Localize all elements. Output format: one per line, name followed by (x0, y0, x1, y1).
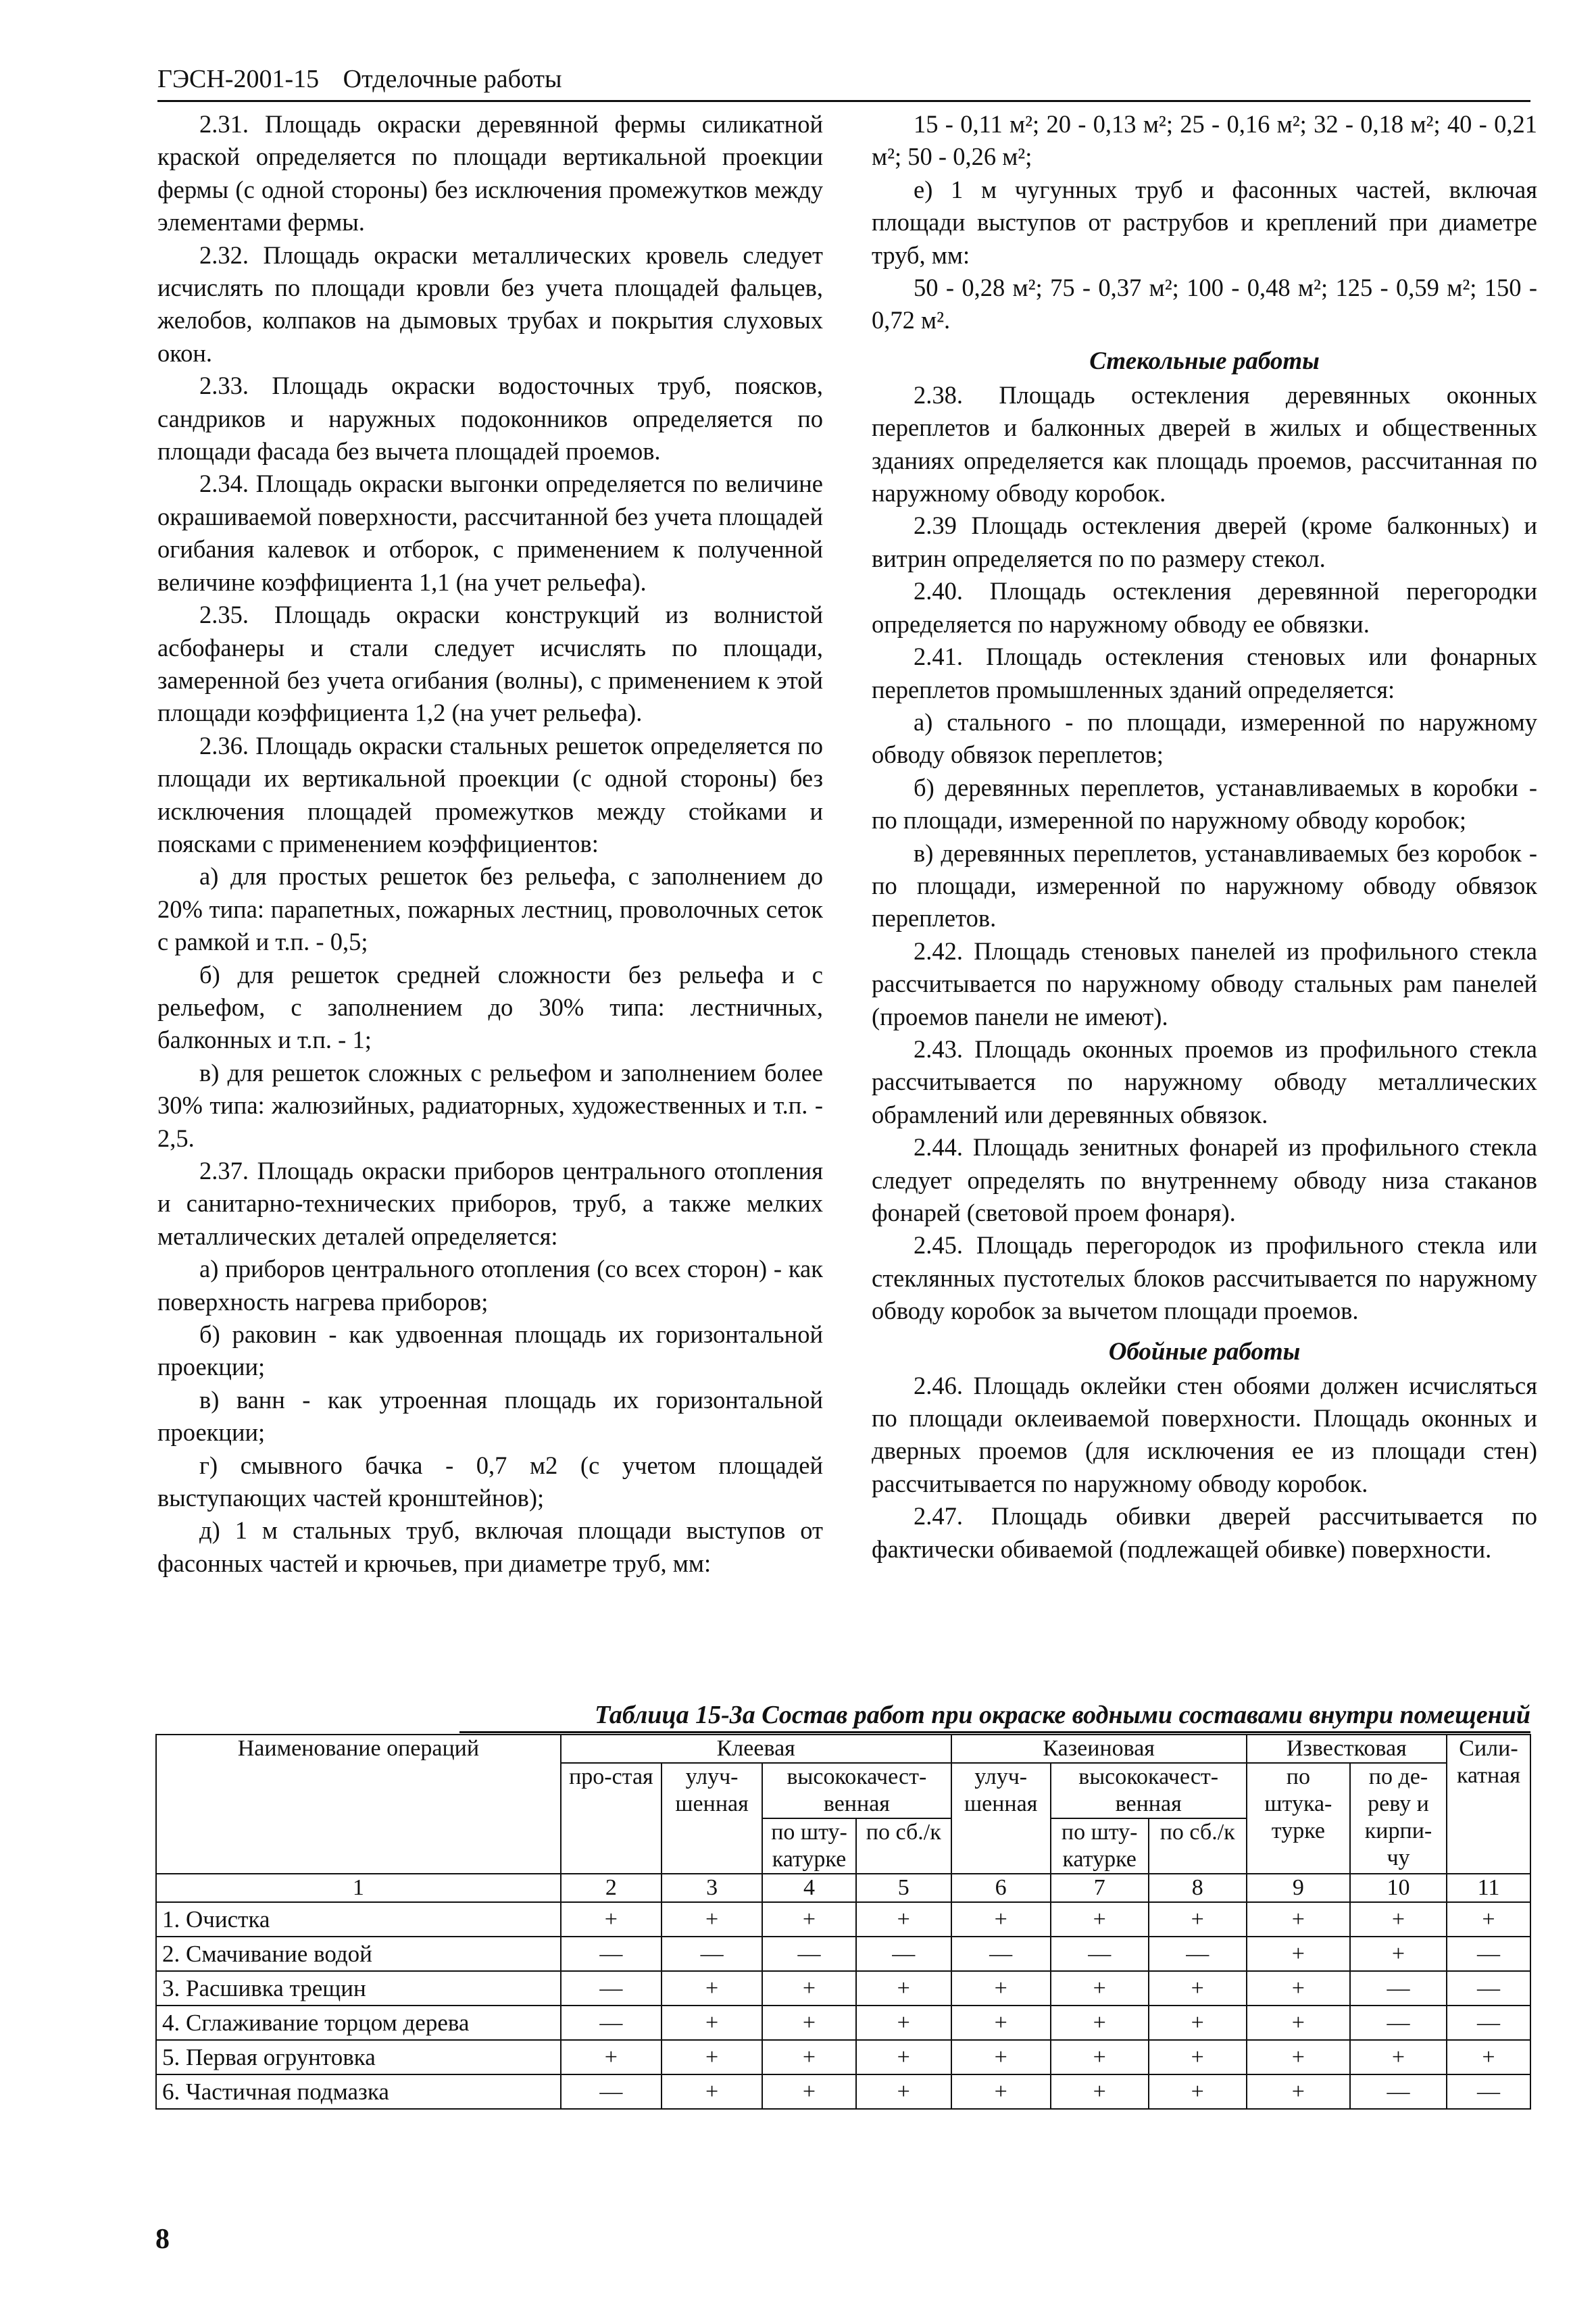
column-number: 1 (156, 1874, 561, 1902)
glass-works-heading: Стекольные работы (1089, 347, 1320, 375)
header-vysoko-klee: высококачест-венная (762, 1763, 951, 1818)
table-cell: + (951, 1971, 1051, 2006)
table-cell: — (1350, 2074, 1447, 2109)
table-cell: + (1350, 2040, 1447, 2074)
left-column (157, 108, 823, 1580)
table-cell: + (561, 2040, 662, 2074)
table-row (156, 2006, 1530, 2040)
table-cell: + (1447, 1902, 1530, 1937)
column-number: 6 (951, 1874, 1051, 1902)
table-cell: + (856, 2074, 951, 2109)
table-cell: + (1149, 1971, 1247, 2006)
column-number: 5 (856, 1874, 951, 1902)
column-number: 2 (561, 1874, 662, 1902)
table-header-row-1 (156, 1735, 1530, 1763)
clause-2-46: 2.46. Площадь оклейки стен обоями должен исчисляться по площади оклеиваемой поверхности. Площадь оконных и дверных проемов (для исключения ее из площади стен) рассчитывается по наружному обводу коробок. (872, 1371, 1537, 1497)
table-cell: — (1447, 2074, 1530, 2109)
header-kazein: Казеиновая (951, 1735, 1247, 1763)
table-cell: + (1051, 1902, 1149, 1937)
table-cell: + (1149, 2040, 1247, 2074)
table-cell: + (561, 1902, 662, 1937)
table-row (156, 1902, 1530, 1937)
clause-2-41-a: а) стального - по площади, измеренной по наружному обводу обвязок переплетов; (872, 707, 1537, 769)
clause-2-36-b: б) для решеток средней сложности без рельефа и с рельефом, с заполнением до 30% типа: лестничных, балконных и т.п. - 1; (157, 960, 823, 1054)
header-uluch-klee: улуч-шенная (662, 1763, 762, 1874)
clause-2-47: 2.47. Площадь обивки дверей рассчитывается по фактически обиваемой (подлежащей обивке) поверхности. (872, 1502, 1537, 1563)
table-cell: + (856, 1971, 951, 2006)
table-cell: + (1247, 2040, 1350, 2074)
right-column (872, 108, 1537, 1566)
table-cell: — (1447, 1937, 1530, 1971)
header-izvest: Известковая (1247, 1735, 1447, 1763)
header-izvest-derevo: по де-реву и кирпи-чу (1350, 1763, 1447, 1874)
table-cell: + (762, 2074, 856, 2109)
table-cell: + (1149, 2074, 1247, 2109)
table-cell: + (951, 1902, 1051, 1937)
operation-name: 5. Первая огрунтовка (156, 2040, 561, 2074)
operation-name: 4. Сглаживание торцом дерева (156, 2006, 561, 2040)
table-cell: — (561, 2006, 662, 2040)
clause-2-31: 2.31. Площадь окраски деревянной фермы силикатной краской определяется по площади вертикальной проекции фермы (с одной стороны) без исключения промежутков между элементами фермы. (157, 110, 823, 237)
column-number: 3 (662, 1874, 762, 1902)
clause-2-44: 2.44. Площадь зенитных фонарей из профильного стекла следует определять по внутреннему обводу низа стаканов фонарей (световой проем фонаря). (872, 1133, 1537, 1226)
header-izvest-shtuk: по штука-турке (1247, 1763, 1350, 1874)
table-cell: — (662, 1937, 762, 1971)
header-klee: Клеевая (561, 1735, 951, 1763)
table-cell: — (1051, 1937, 1149, 1971)
clause-2-37-e: е) 1 м чугунных труб и фасонных частей, включая площади выступов от раструбов и креплений при диаметре труб, мм: (872, 175, 1537, 269)
table-cell: + (762, 1971, 856, 2006)
clause-2-36-v: в) для решеток сложных с рельефом и заполнением более 30% типа: жалюзийных, радиаторных, художественных и т.п. - 2,5. (157, 1058, 823, 1152)
column-number: 8 (1149, 1874, 1247, 1902)
table-cell: + (856, 1902, 951, 1937)
header-prostaya: про-стая (561, 1763, 662, 1874)
clause-2-36: 2.36. Площадь окраски стальных решеток определяется по площади их вертикальной проекции (с одной стороны) без исключения площадей промежутков между стойками и поясками с применением коэффициентов: (157, 731, 823, 857)
clause-2-41-v: в) деревянных переплетов, устанавливаемых без коробок - по площади, измеренной по наружному обводу обвязок переплетов. (872, 839, 1537, 932)
table-cell: — (1447, 1971, 1530, 2006)
clause-2-37: 2.37. Площадь окраски приборов центрального отопления и санитарно-технических приборов, труб, а также мелких металлических деталей определяется: (157, 1157, 823, 1250)
clause-2-42: 2.42. Площадь стеновых панелей из профильного стекла рассчитывается по наружному обводу стальных рам панелей (проемов панели не имеют). (872, 937, 1537, 1030)
column-number: 9 (1247, 1874, 1350, 1902)
header-kazein-sbk: по сб./к (1149, 1818, 1247, 1874)
operation-name: 3. Расшивка трещин (156, 1971, 561, 2006)
table-row (156, 1971, 1530, 2006)
table-cell: — (1350, 1971, 1447, 2006)
clause-2-39: 2.39 Площадь остекления дверей (кроме балконных) и витрин определяется по по размеру стекол. (872, 512, 1537, 572)
table-cell: + (1051, 2006, 1149, 2040)
table-cell: + (1247, 1902, 1350, 1937)
clause-2-43: 2.43. Площадь оконных проемов из профильного стекла рассчитывается по наружному обводу металлических обрамлений или деревянных обвязок. (872, 1035, 1537, 1128)
table-cell: — (561, 2074, 662, 2109)
table-cell: + (762, 2006, 856, 2040)
operation-name: 2. Смачивание водой (156, 1937, 561, 1971)
header-klee-sbk: по сб./к (856, 1818, 951, 1874)
clause-2-37-g: г) смывного бачка - 0,7 м2 (с учетом площадей выступающих частей кронштейнов); (157, 1451, 823, 1512)
table-cell: + (762, 1902, 856, 1937)
clause-2-34: 2.34. Площадь окраски выгонки определяется по величине окрашиваемой поверхности, рассчитанной без учета площадей огибания калевок и отборок, с применением к полученной величине коэффициента 1,1 (на учет рельефа). (157, 470, 823, 596)
table-cell: — (762, 1937, 856, 1971)
table-cell: + (662, 1971, 762, 2006)
cast-iron-pipe-areas: 50 - 0,28 м²; 75 - 0,37 м²; 100 - 0,48 м²; 125 - 0,59 м²; 150 - 0,72 м². (872, 274, 1537, 334)
table-title: Таблица 15-3а Состав работ при окраске водными составами внутри помещений (459, 1699, 1530, 1733)
table-row (156, 2074, 1530, 2109)
table-cell: + (1149, 2006, 1247, 2040)
header-silikat: Сили-катная (1447, 1735, 1530, 1874)
clause-2-38: 2.38. Площадь остекления деревянных оконных переплетов и балконных дверей в жилых и общественных зданиях определяется как площадь проемов, рассчитанная по наружному обводу коробок. (872, 380, 1537, 507)
clause-2-41: 2.41. Площадь остекления стеновых или фонарных переплетов промышленных зданий определяется: (872, 643, 1537, 703)
table-cell: + (951, 2040, 1051, 2074)
column-number: 7 (1051, 1874, 1149, 1902)
header-operation-name: Наименование операций (156, 1735, 561, 1874)
table-cell: — (1447, 2006, 1530, 2040)
page-number: 8 (155, 2224, 170, 2255)
operation-name: 1. Очистка (156, 1902, 561, 1937)
table-cell: — (1350, 2006, 1447, 2040)
table-cell: + (1051, 1971, 1149, 2006)
wallpaper-works-heading: Обойные работы (1108, 1337, 1301, 1366)
column-number: 10 (1350, 1874, 1447, 1902)
column-number: 4 (762, 1874, 856, 1902)
column-number: 11 (1447, 1874, 1530, 1902)
table-cell: + (662, 2040, 762, 2074)
table-cell: — (1149, 1937, 1247, 1971)
table-cell: + (662, 1902, 762, 1937)
table-cell: + (1350, 1902, 1447, 1937)
table-cell: + (1149, 1902, 1247, 1937)
operation-name: 6. Частичная подмазка (156, 2074, 561, 2109)
clause-2-37-d: д) 1 м стальных труб, включая площади выступов от фасонных частей и крючьев, при диаметре труб, мм: (157, 1516, 823, 1577)
clause-2-37-v: в) ванн - как утроенная площадь их горизонтальной проекции; (157, 1385, 823, 1447)
table-cell: + (1447, 2040, 1530, 2074)
column-number-row (156, 1874, 1530, 1902)
table-cell: + (856, 2040, 951, 2074)
table-cell: — (561, 1937, 662, 1971)
table-row (156, 1937, 1530, 1971)
table-cell: + (1051, 2040, 1149, 2074)
table-cell: + (1350, 1937, 1447, 1971)
table-cell: + (1247, 2074, 1350, 2109)
page-header (157, 62, 1530, 102)
table-cell: + (1247, 1937, 1350, 1971)
header-vysoko-kazein: высококачест-венная (1051, 1763, 1247, 1818)
steel-pipe-areas: 15 - 0,11 м²; 20 - 0,13 м²; 25 - 0,16 м²; 32 - 0,18 м²; 40 - 0,21 м²; 50 - 0,26 м²; (872, 110, 1537, 171)
table-cell: — (951, 1937, 1051, 1971)
clause-2-45: 2.45. Площадь перегородок из профильного стекла или стеклянных пустотелых блоков рассчитывается по наружному обводу коробок за вычетом площади проемов. (872, 1231, 1537, 1325)
table-cell: + (1051, 2074, 1149, 2109)
table-cell: — (856, 1937, 951, 1971)
clause-2-36-a: а) для простых решеток без рельефа, с заполнением до 20% типа: парапетных, пожарных лестниц, проволочных сеток с рамкой и т.п. - 0,5; (157, 862, 823, 956)
table-cell: + (856, 2006, 951, 2040)
clause-2-41-b: б) деревянных переплетов, устанавливаемых в коробки - по площади, измеренной по наружному обводу коробок; (872, 773, 1537, 835)
operations-table (155, 1734, 1531, 2110)
clause-2-37-b: б) раковин - как удвоенная площадь их горизонтальной проекции; (157, 1320, 823, 1381)
clause-2-33: 2.33. Площадь окраски водосточных труб, поясков, сандриков и наружных подоконников определяется по площади фасада без вычета площадей проемов. (157, 372, 823, 466)
header-kazein-shtuk: по шту-катурке (1051, 1818, 1149, 1874)
table-row (156, 2040, 1530, 2074)
table-cell: + (662, 2074, 762, 2109)
table-cell: — (561, 1971, 662, 2006)
clause-2-37-a: а) приборов центрального отопления (со всех сторон) - как поверхность нагрева приборов; (157, 1255, 823, 1316)
clause-2-40: 2.40. Площадь остекления деревянной перегородки определяется по наружному обводу ее обвязки. (872, 577, 1537, 638)
clause-2-32: 2.32. Площадь окраски металлических кровель следует исчислять по площади кровли без учета площадей фальцев, желобов, колпаков на дымовых трубах и покрытия слуховых окон. (157, 241, 823, 367)
table-cell: + (662, 2006, 762, 2040)
header-klee-shtuk: по шту-катурке (762, 1818, 856, 1874)
table-cell: + (951, 2006, 1051, 2040)
document-code: ГЭСН-2001-15 (157, 65, 320, 93)
table-cell: + (1247, 2006, 1350, 2040)
header-uluch-kazein: улуч-шенная (951, 1763, 1051, 1874)
table-cell: + (1247, 1971, 1350, 2006)
table-cell: + (951, 2074, 1051, 2109)
table-cell: + (762, 2040, 856, 2074)
section-title: Отделочные работы (343, 65, 562, 93)
clause-2-35: 2.35. Площадь окраски конструкций из волнистой асбофанеры и стали следует исчислять по площади, замеренной без учета огибания (волны), с применением к этой площади коэффициента 1,2 (на учет рельефа). (157, 601, 823, 727)
